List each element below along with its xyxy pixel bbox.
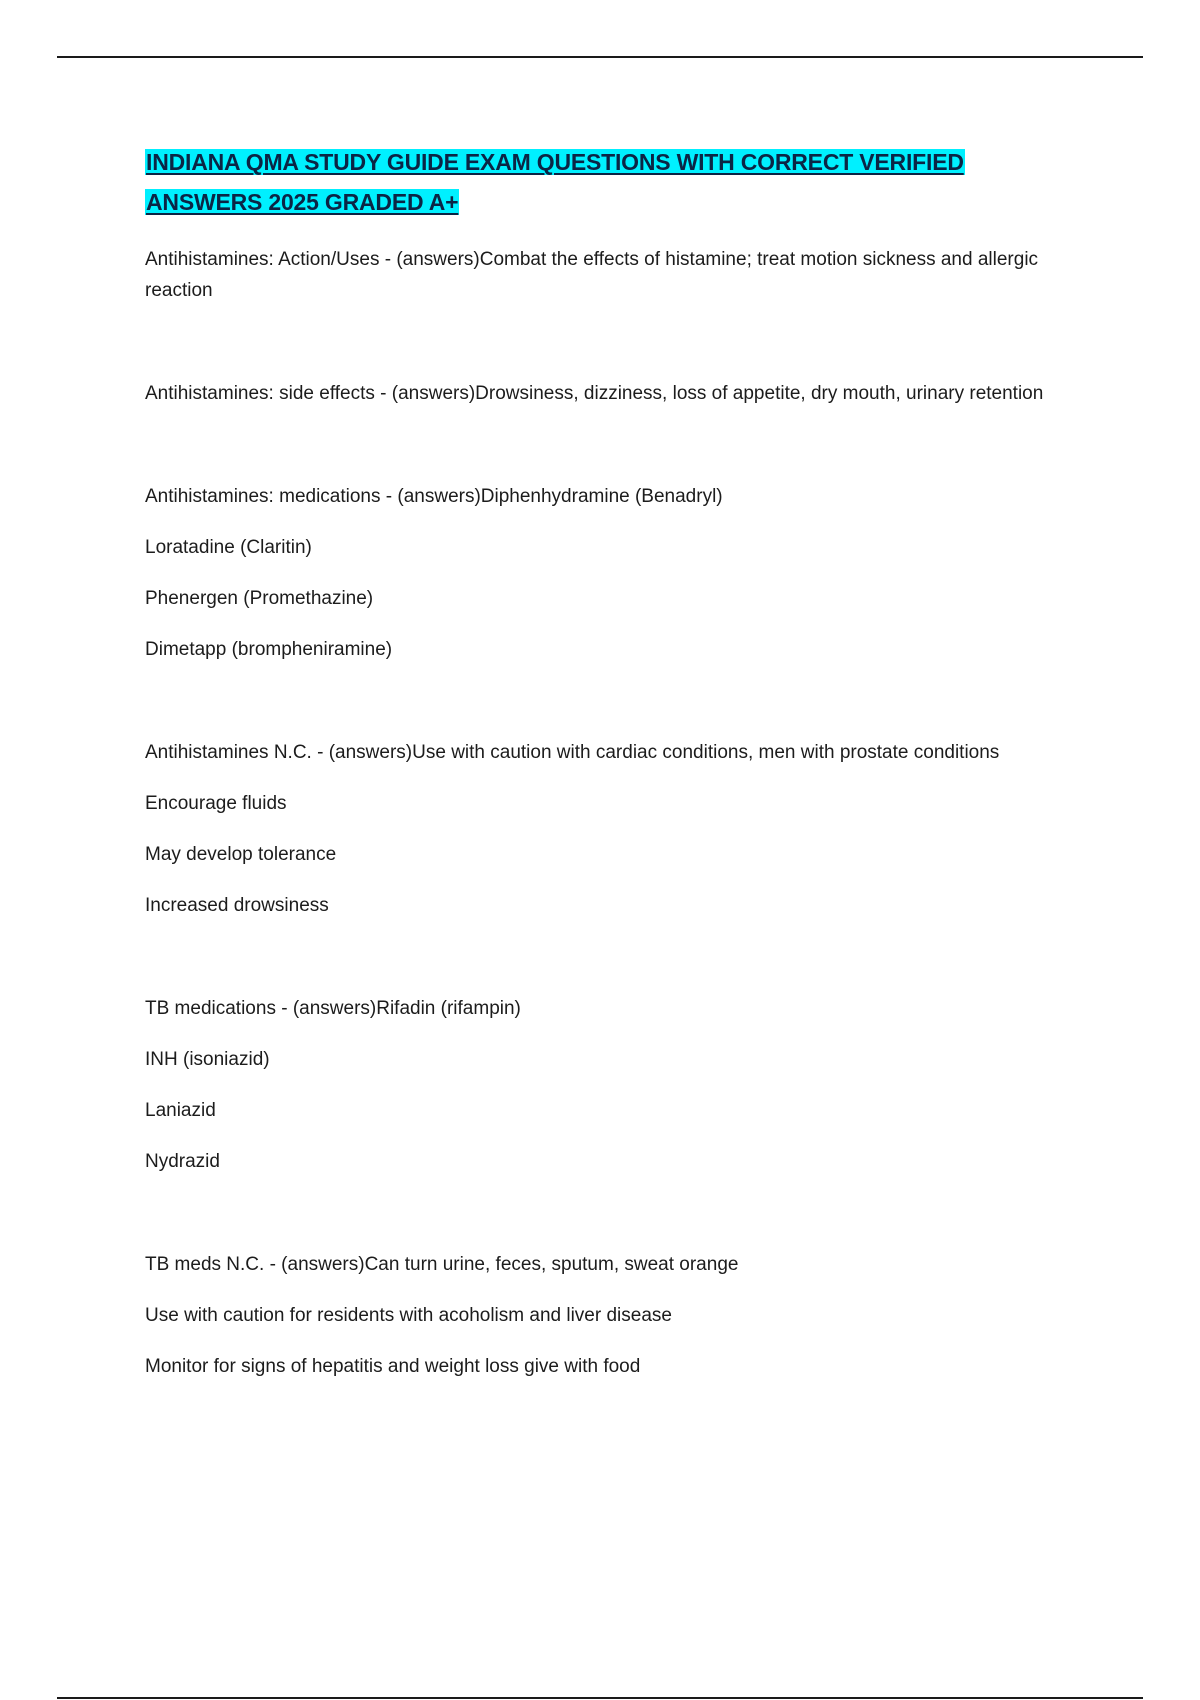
footer-rule: [57, 1697, 1143, 1699]
qa-line: Antihistamines N.C. - (answers)Use with caution with cardiac conditions, men with prostate conditions: [145, 742, 1000, 763]
qa-entry-tb-medications: [145, 993, 1075, 1177]
qa-line: TB medications - (answers)Rifadin (rifampin): [145, 998, 521, 1019]
document-body: [145, 142, 1075, 1382]
qa-line: Monitor for signs of hepatitis and weight loss give with food: [145, 1356, 641, 1377]
qa-entry-tb-meds-nc: [145, 1249, 1075, 1382]
qa-line: Antihistamines: Action/Uses - (answers)Combat the effects of histamine; treat motion sickness and allergic reaction: [145, 249, 1039, 301]
qa-line: Encourage fluids: [145, 793, 287, 814]
document-title: [145, 142, 1075, 222]
qa-line: Phenergen (Promethazine): [145, 588, 374, 609]
qa-line: Dimetapp (brompheniramine): [145, 639, 393, 660]
qa-line: Antihistamines: medications - (answers)Diphenhydramine (Benadryl): [145, 486, 723, 507]
document-title-text: INDIANA QMA STUDY GUIDE EXAM QUESTIONS WITH CORRECT VERIFIED ANSWERS 2025 GRADED A+: [146, 149, 964, 215]
qa-line: INH (isoniazid): [145, 1049, 270, 1070]
qa-line: Loratadine (Claritin): [145, 537, 312, 558]
header-rule: [57, 56, 1143, 58]
qa-line: TB meds N.C. - (answers)Can turn urine, feces, sputum, sweat orange: [145, 1254, 739, 1275]
qa-line: Use with caution for residents with acoholism and liver disease: [145, 1305, 672, 1326]
qa-entry-antihistamines-action: [145, 244, 1075, 306]
qa-line: May develop tolerance: [145, 844, 337, 865]
qa-line: Nydrazid: [145, 1151, 220, 1172]
qa-entry-antihistamines-nc: [145, 737, 1075, 921]
qa-entry-antihistamines-side-effects: [145, 378, 1075, 409]
qa-line: Increased drowsiness: [145, 895, 329, 916]
qa-line: Antihistamines: side effects - (answers)Drowsiness, dizziness, loss of appetite, dry mouth, urinary retention: [145, 383, 1044, 404]
qa-line: Laniazid: [145, 1100, 216, 1121]
qa-entry-antihistamines-medications: [145, 481, 1075, 665]
